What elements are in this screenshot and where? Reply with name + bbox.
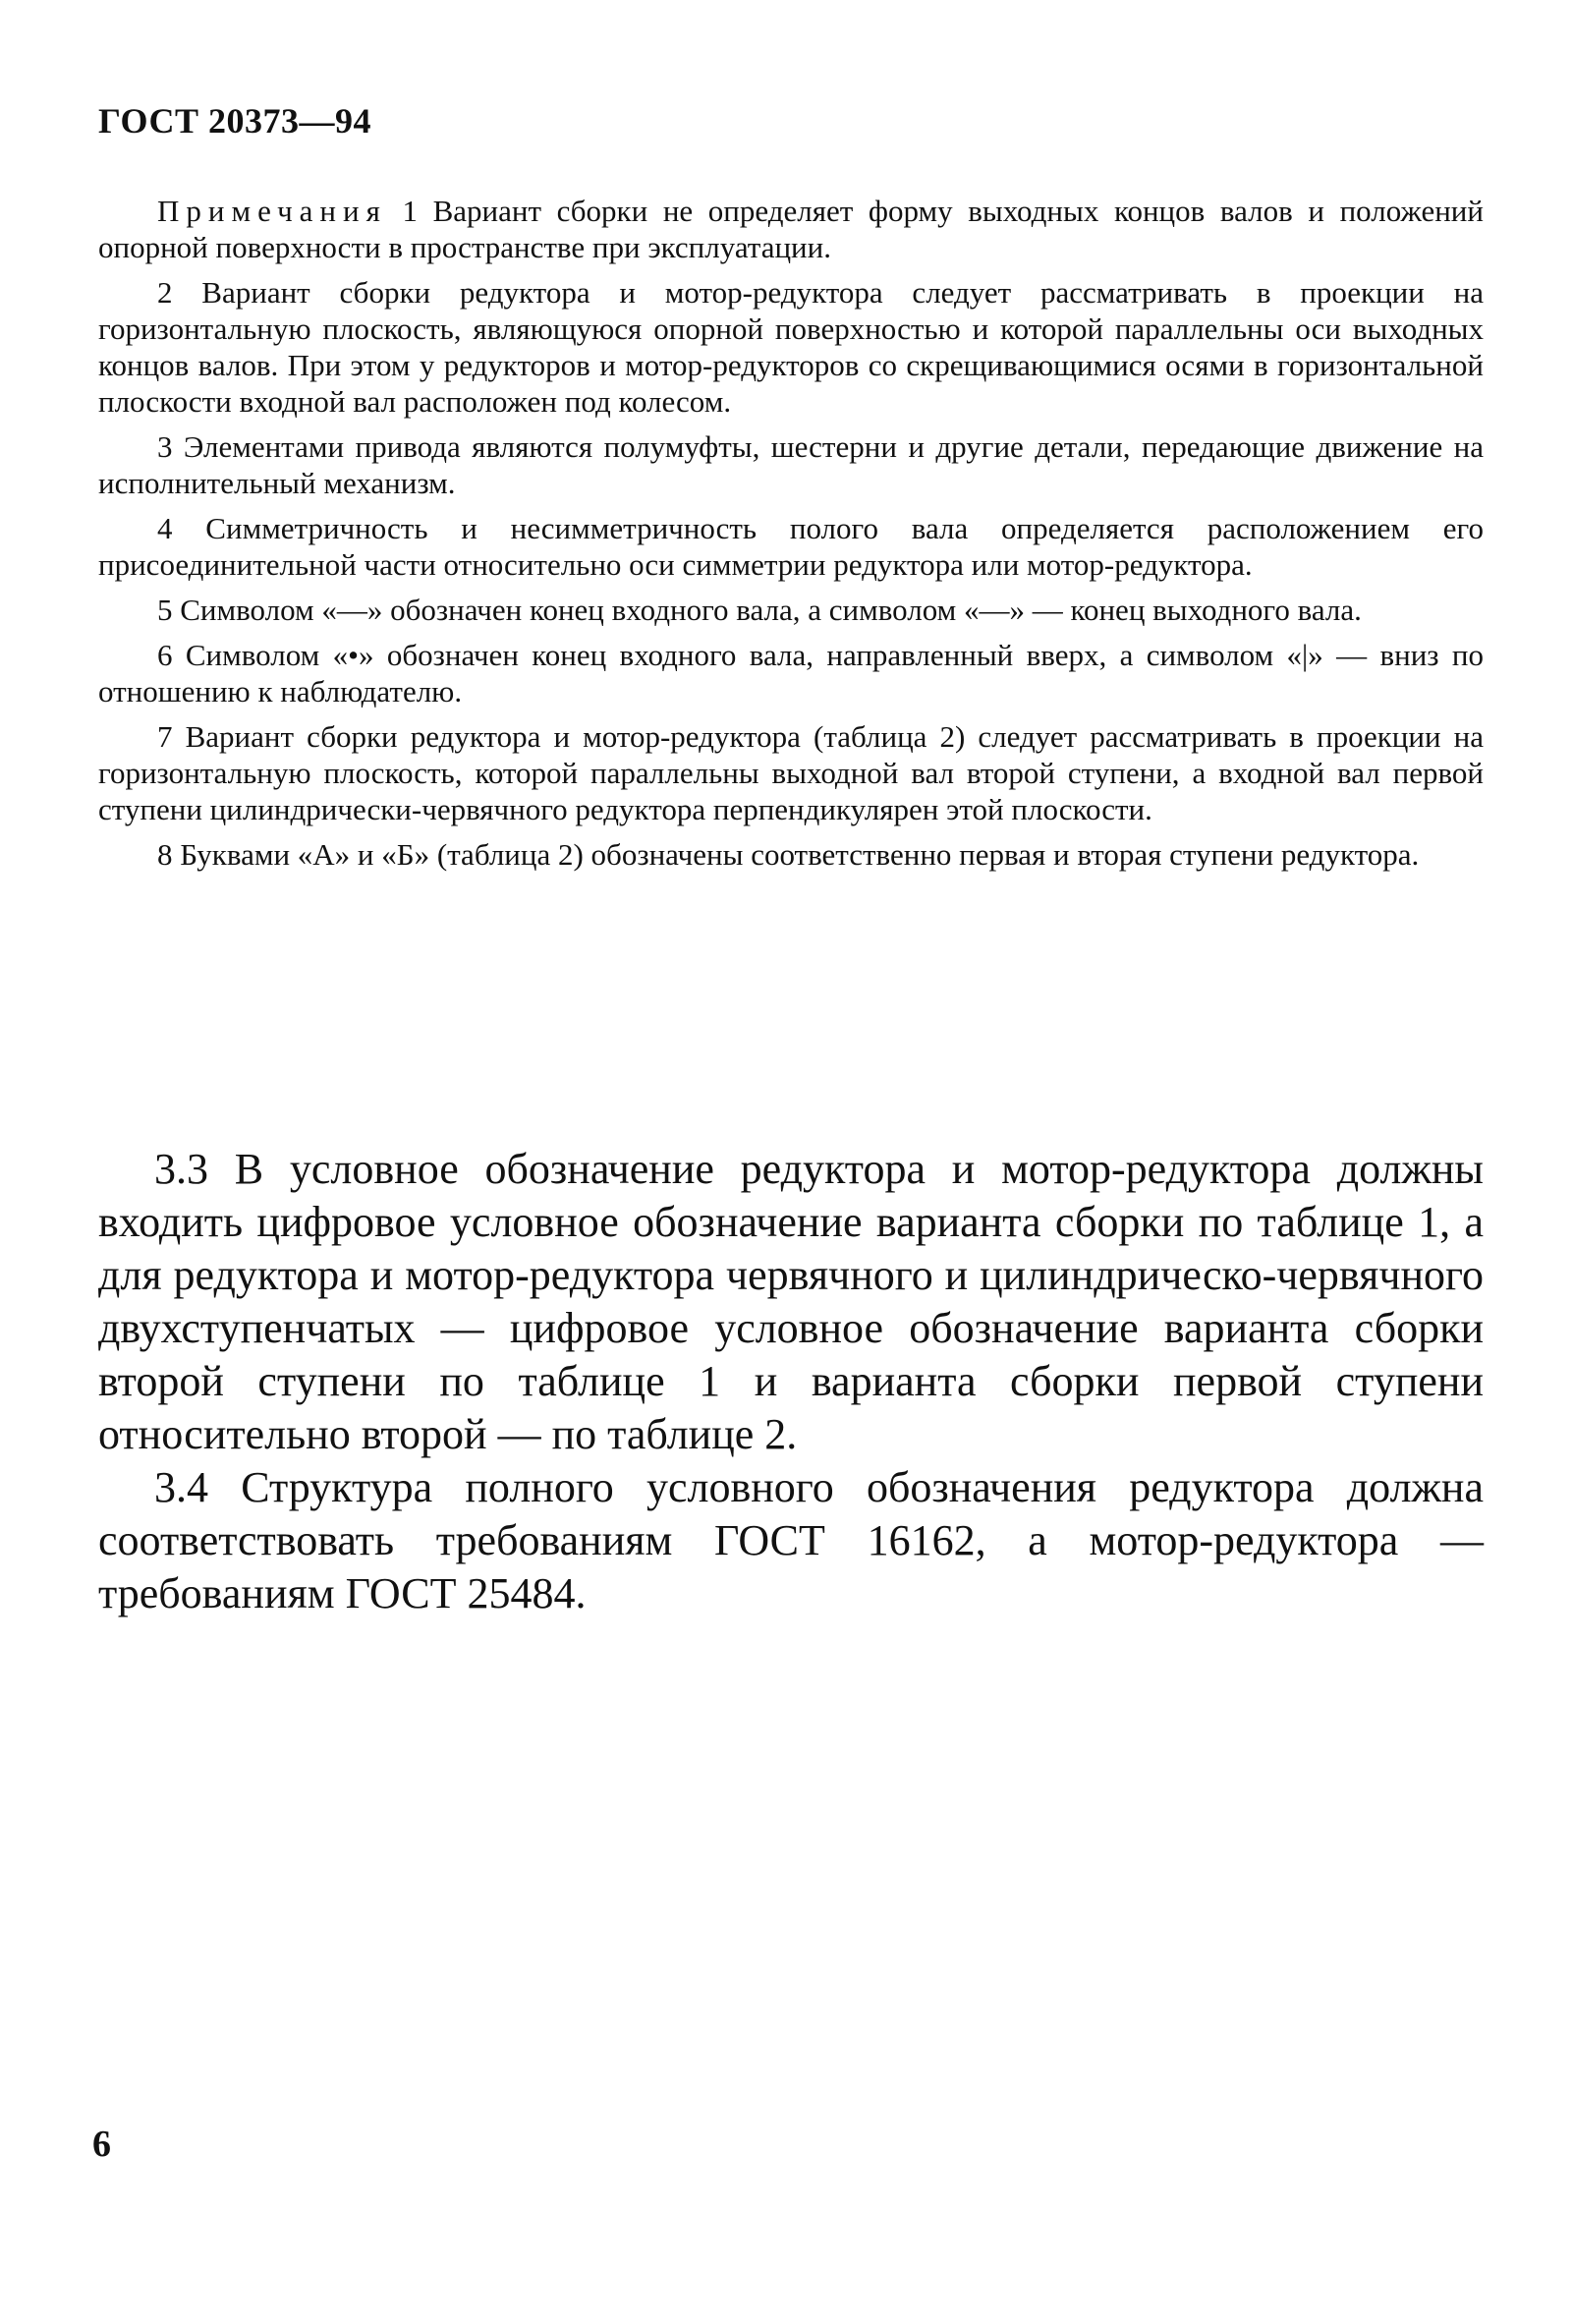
notes-section — [98, 193, 1484, 881]
note-7: 7 Вариант сборки редуктора и мотор-редуктора (таблица 2) следует рассматривать в проекции на горизонтальную плоскость, которой параллельны выходной вал второй ступени, а входной вал первой ступени цилиндрически-червячного редуктора перпендикулярен этой плоскости. — [98, 719, 1484, 826]
note-6: 6 Символом «•» обозначен конец входного вала, направленный вверх, а символом «|» — вниз по отношению к наблюдателю. — [98, 638, 1484, 709]
note-3: 3 Элементами привода являются полумуфты, шестерни и другие детали, передающие движение на исполнительный механизм. — [98, 429, 1484, 500]
note-1 — [98, 193, 1484, 265]
page-number: 6 — [92, 2124, 111, 2165]
clause-3-4: 3.4 Структура полного условного обозначения редуктора должна соответствовать требованиям ГОСТ 16162, а мотор-редуктора — требованиям ГОСТ 25484. — [98, 1463, 1484, 1617]
clause-3-3: 3.3 В условное обозначение редуктора и мотор-редуктора должны входить цифровое условное обозначение варианта сборки по таблице 1, а для редуктора и мотор-редуктора червячного и цилиндрическо-червячного двухступенчатых — цифровое условное обозначение варианта сборки второй ступени по таблице 1 и варианта сборки первой ступени относительно второй — по таблице 2. — [98, 1145, 1484, 1458]
main-text — [98, 1143, 1484, 1620]
note-4: 4 Симметричность и несимметричность полого вала определяется расположением его присоединительной части относительно оси симметрии редуктора или мотор-редуктора. — [98, 511, 1484, 582]
note-5: 5 Символом «—» обозначен конец входного вала, а символом «—» — конец выходного вала. — [157, 593, 1362, 627]
note-8: 8 Буквами «А» и «Б» (таблица 2) обозначены соответственно первая и вторая ступени редуктора. — [157, 837, 1420, 872]
note-2: 2 Вариант сборки редуктора и мотор-редуктора следует рассматривать в проекции на горизонтальную плоскость, являющуюся опорной поверхностью и которой параллельны оси выходных концов валов. При этом у редукторов и мотор-редукторов со скрещивающимися осями в горизонтальной плоскости входной вал расположен под колесом. — [98, 275, 1484, 419]
note-1-text: 1 Вариант сборки не определяет форму выходных концов валов и положений опорной поверхности в пространстве при эксплуатации. — [98, 194, 1484, 264]
document-header: ГОСТ 20373—94 — [98, 101, 371, 141]
notes-label: Примечания — [157, 194, 387, 228]
